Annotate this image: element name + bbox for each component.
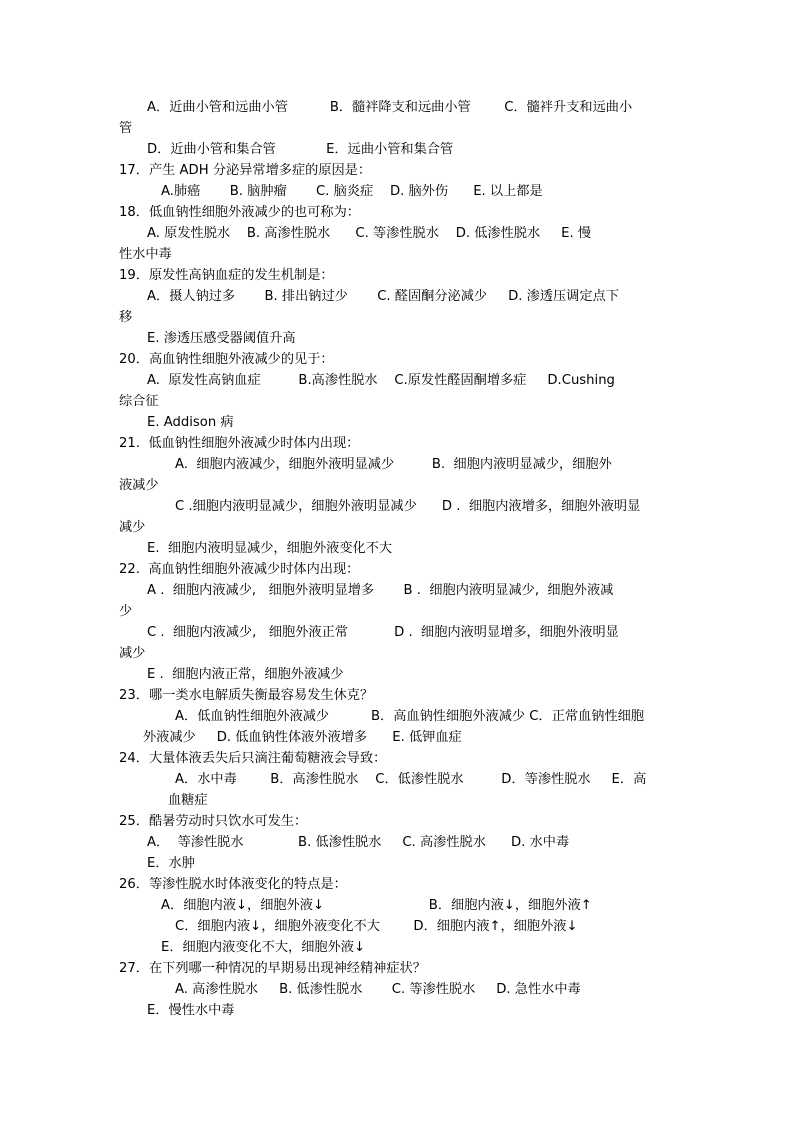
text-line: A．细胞内液↓，细胞外液↓ B．细胞内液↓，细胞外液↑ (161, 898, 592, 913)
text-line: 24．大量体液丢失后只滴注葡萄糖液会导致： (119, 751, 387, 766)
text-line: 减少 (119, 646, 146, 661)
text-line: 19．原发性高钠血症的发生机制是： (119, 268, 334, 283)
text-line: 27．在下列哪一种情况的早期易出现神经精神症状？ (119, 961, 426, 976)
text-line: A．低血钠性细胞外液减少 B．高血钠性细胞外液减少 C．正常血钠性细胞 (175, 709, 645, 724)
text-line: A．摄人钠过多 B. 排出钠过少 C. 醛固酮分泌减少 D. 渗透压调定点下 (147, 289, 619, 304)
text-line: E. 渗透压感受器阈值升高 (147, 331, 296, 346)
text-line: 综合征 (119, 394, 159, 409)
text-line: C．细胞内液↓，细胞外液变化不大 D．细胞内液↑，细胞外液↓ (175, 919, 578, 934)
text-line: 21. 低血钠性细胞外液减少时体内出现： (119, 436, 360, 451)
text-line: D．近曲小管和集合管 E．远曲小管和集合管 (147, 142, 454, 157)
text-line: 17．产生 ADH 分泌异常增多症的原因是： (119, 163, 372, 178)
text-line: 外液减少 D. 低血钠性体液外液增多 E. 低钾血症 (143, 730, 462, 745)
text-line: 少 (119, 604, 133, 619)
text-line: 23．哪一类水电解质失衡最容易发生休克？ (119, 688, 374, 703)
text-line: 26．等渗性脱水时体液变化的特点是： (119, 877, 347, 892)
text-line: 减少 (119, 520, 146, 535)
text-line: A. 原发性脱水 B. 高渗性脱水 C. 等渗性脱水 D. 低渗性脱水 E. 慢 (147, 226, 592, 241)
text-line: A．水中毒 B．高渗性脱水 C．低渗性脱水 D．等渗性脱水 E．高 (175, 772, 647, 787)
text-line: E . 细胞内液正常，细胞外液减少 (147, 667, 344, 682)
text-line: A. 原发性高钠血症 B.高渗性脱水 C.原发性醛固酮增多症 D.Cushing (147, 373, 615, 388)
text-line: E. 细胞内液明显减少，细胞外液变化不大 (147, 541, 393, 556)
text-line: 血糖症 (168, 793, 208, 808)
text-line: C . 细胞内液减少, 细胞外液正常 D . 细胞内液明显增多，细胞外液明显 (147, 625, 619, 640)
text-line: E. Addison 病 (147, 415, 234, 430)
text-line: E．水肿 (147, 856, 195, 871)
text-line: A. 高渗性脱水 B. 低渗性脱水 C. 等渗性脱水 D. 急性水中毒 (175, 982, 581, 997)
text-line: 18．低血钠性细胞外液减少的也可称为： (119, 205, 360, 220)
text-line: 移 (119, 310, 133, 325)
text-line: 性水中毒 (119, 247, 172, 262)
text-line: 22. 高血钠性细胞外液减少时体内出现： (119, 562, 360, 577)
text-line: C .细胞内液明显减少，细胞外液明显减少 D . 细胞内液增多，细胞外液明显 (175, 499, 641, 514)
text-line: A . 细胞内液减少, 细胞外液明显增多 B . 细胞内液明显减少, 细胞外液减 (147, 583, 614, 598)
text-line: A. 细胞内液减少，细胞外液明显减少 B. 细胞内液明显减少，细胞外 (175, 457, 612, 472)
text-line: E．细胞内液变化不大，细胞外液↓ (161, 940, 366, 955)
text-line: 管 (119, 121, 133, 136)
text-line: 25．酷暑劳动时只饮水可发生： (119, 814, 308, 829)
text-line: A.肺癌 B. 脑肿瘤 C. 脑炎症 D. 脑外伤 E. 以上都是 (161, 184, 543, 199)
text-line: 液减少 (119, 478, 159, 493)
text-line: E．慢性水中毒 (147, 1003, 235, 1018)
text-line: A． 等渗性脱水 B. 低渗性脱水 C. 高渗性脱水 D. 水中毒 (147, 835, 570, 850)
text-line: A．近曲小管和远曲小管 B．髓袢降支和远曲小管 C．髓袢升支和远曲小 (147, 100, 633, 115)
text-line: 20．高血钠性细胞外液减少的见于： (119, 352, 334, 367)
